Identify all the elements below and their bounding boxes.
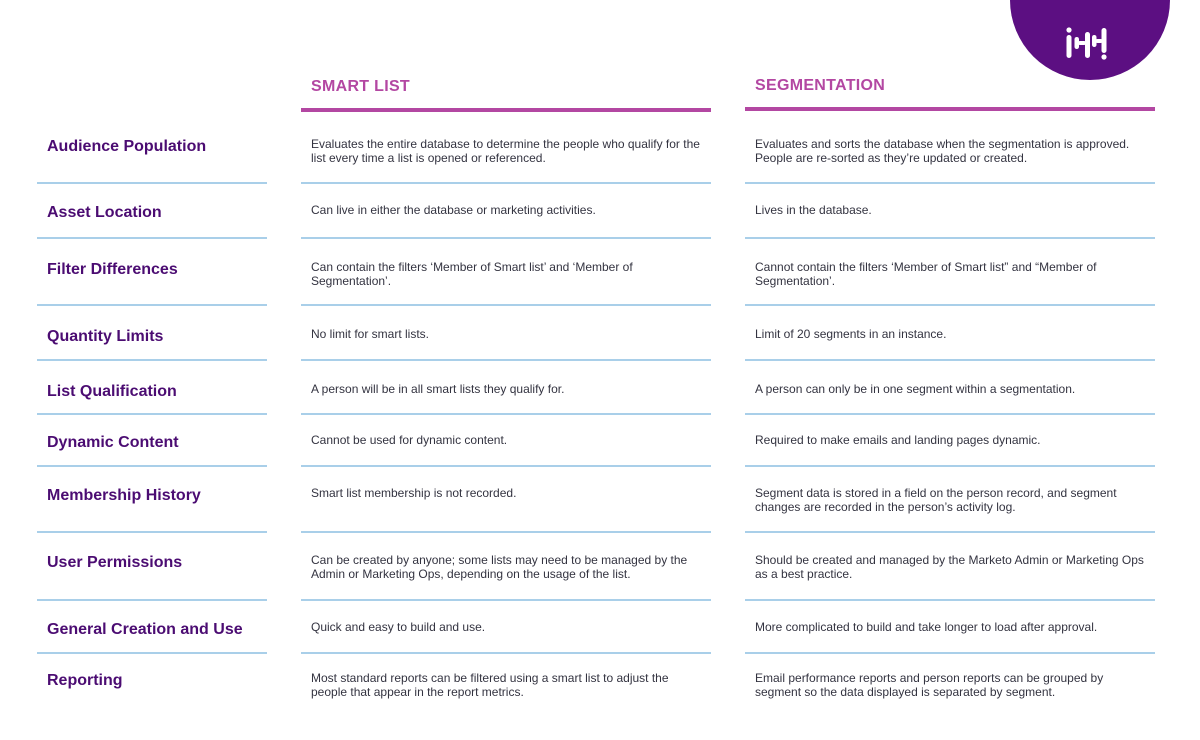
table-row — [0, 467, 1200, 533]
segmentation-cell — [745, 361, 1155, 415]
smart-list-cell — [301, 184, 711, 239]
segmentation-cell — [745, 601, 1155, 654]
smart-list-description: Most standard reports can be filtered using a smart list to adjust the people that appear in the report metrics. — [311, 671, 669, 699]
row-label: Dynamic Content — [47, 434, 179, 451]
row-label-cell — [37, 128, 267, 184]
segmentation-header-label: SEGMENTATION — [755, 77, 886, 94]
smart-list-description: Smart list membership is not recorded. — [311, 486, 517, 500]
row-label: General Creation and Use — [47, 621, 243, 638]
segmentation-description: Email performance reports and person reports can be grouped by segment so the data displayed is separated by segment. — [755, 671, 1104, 699]
smart-list-cell — [301, 601, 711, 654]
row-label-cell — [37, 654, 267, 710]
smart-list-cell — [301, 239, 711, 306]
row-label: Membership History — [47, 487, 201, 504]
brand-logo — [1010, 0, 1170, 80]
segmentation-cell — [745, 128, 1155, 184]
segmentation-description: Cannot contain the filters ‘Member of Smart list” and “Member of Segmentation’. — [755, 260, 1097, 288]
smart-list-description: Quick and easy to build and use. — [311, 620, 486, 634]
smart-list-cell — [301, 128, 711, 184]
brand-logo-icon — [1010, 0, 1170, 80]
row-label: User Permissions — [47, 554, 183, 571]
row-label-cell — [37, 601, 267, 654]
row-label-cell — [37, 184, 267, 239]
smart-list-description: Cannot be used for dynamic content. — [311, 433, 508, 447]
segmentation-description: Should be created and managed by the Marketo Admin or Marketing Ops as a best practice. — [755, 553, 1144, 581]
table-row — [0, 533, 1200, 601]
segmentation-cell — [745, 239, 1155, 306]
table-row — [0, 654, 1200, 710]
segmentation-header — [745, 77, 1155, 111]
smart-list-cell — [301, 533, 711, 601]
row-label: Filter Differences — [47, 261, 178, 278]
smart-list-cell — [301, 415, 711, 467]
segmentation-description: Lives in the database. — [755, 203, 872, 217]
smart-list-description: Can contain the filters ‘Member of Smart list’ and ‘Member of Segmentation’. — [311, 260, 633, 288]
segmentation-cell — [745, 533, 1155, 601]
segmentation-description: Required to make emails and landing pages dynamic. — [755, 433, 1041, 447]
segmentation-description: Evaluates and sorts the database when the segmentation is approved. People are re-sorted as they’re updated or created. — [755, 137, 1130, 165]
table-row — [0, 306, 1200, 361]
row-label: List Qualification — [47, 383, 177, 400]
segmentation-cell — [745, 654, 1155, 710]
smart-list-cell — [301, 306, 711, 361]
smart-list-description: A person will be in all smart lists they qualify for. — [311, 382, 565, 396]
smart-list-cell — [301, 654, 711, 710]
segmentation-cell — [745, 184, 1155, 239]
row-label-cell — [37, 533, 267, 601]
segmentation-description: Limit of 20 segments in an instance. — [755, 327, 947, 341]
row-label-cell — [37, 361, 267, 415]
table-row — [0, 361, 1200, 415]
smart-list-cell — [301, 361, 711, 415]
segmentation-cell — [745, 415, 1155, 467]
table-row — [0, 415, 1200, 467]
smart-list-description: No limit for smart lists. — [311, 327, 430, 341]
segmentation-description: A person can only be in one segment within a segmentation. — [755, 382, 1076, 396]
row-label: Reporting — [47, 672, 123, 689]
row-label: Asset Location — [47, 204, 162, 221]
smart-list-description: Can live in either the database or marketing activities. — [311, 203, 596, 217]
smart-list-description: Evaluates the entire database to determine the people who qualify for the list every time a list is opened or referenced. — [311, 137, 700, 165]
segmentation-cell — [745, 306, 1155, 361]
smart-list-cell — [301, 467, 711, 533]
row-label-cell — [37, 306, 267, 361]
row-label-cell — [37, 467, 267, 533]
row-label-cell — [37, 239, 267, 306]
segmentation-cell — [745, 467, 1155, 533]
table-row — [0, 184, 1200, 239]
row-label: Audience Population — [47, 138, 207, 155]
table-row — [0, 239, 1200, 306]
segmentation-description: Segment data is stored in a field on the person record, and segment changes are recorded in the person’s activity log. — [755, 486, 1117, 514]
row-label-cell — [37, 415, 267, 467]
table-row — [0, 601, 1200, 654]
smart-list-header — [301, 78, 711, 112]
segmentation-description: More complicated to build and take longer to load after approval. — [755, 620, 1098, 634]
smart-list-description: Can be created by anyone; some lists may need to be managed by the Admin or Marketing Ops, depending on the usage of the list. — [311, 553, 688, 581]
row-label: Quantity Limits — [47, 328, 164, 345]
table-row — [0, 128, 1200, 184]
smart-list-header-label: SMART LIST — [311, 78, 410, 95]
